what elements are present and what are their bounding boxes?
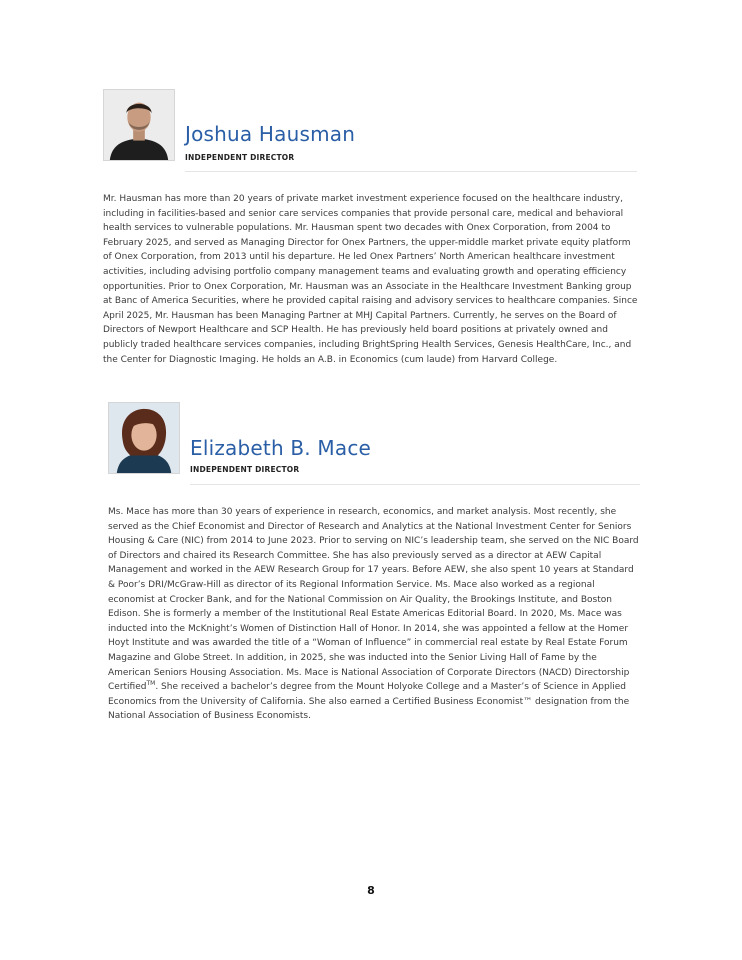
director-title: INDEPENDENT DIRECTOR bbox=[185, 153, 295, 162]
bio-text-part-1: Ms. Mace has more than 30 years of experience in research, economics, and market analysis. Most recently, she served as the Chief Economist and Director of Research and Analytics at the National Investment Center for Seniors Housing & Care (NIC) from 2014 to June 2023. Prior to serving on NIC’s leadership team, she served on the NIC Board of Directors and chaired its Research Committee. She has also previously served as a director at AEW Capital Management and worked in the AEW Research Group for 17 years. Before AEW, she also spent 10 years at Standard & Poor’s DRI/McGraw-Hill as director of its Regional Information Service. Ms. Mace also worked as a regional economist at Crocker Bank, and for the National Commission on Air Quality, the Brookings Institute, and Boston Edison. She is formerly a member of the Institutional Real Estate Americas Editorial Board. In 2020, Ms. Mace was inducted into the McKnight’s Women of Distinction Hall of Honor. In 2014, she was appointed a fellow at the Homer Hoyt Institute and was awarded the title of a “Woman of Influence” in commercial real estate by Real Estate Forum Magazine and Globe Street. In addition, in 2025, she was inducted into the Senior Living Hall of Fame by the American Seniors Housing Association. Ms. Mace is National Association of Corporate Directors (NACD) Directorship Certified bbox=[108, 507, 639, 693]
bio-text bbox=[108, 505, 640, 724]
director-name: Joshua Hausman bbox=[185, 122, 356, 146]
bio-header bbox=[108, 402, 643, 476]
portrait-photo bbox=[108, 402, 180, 474]
divider bbox=[190, 484, 640, 485]
director-name: Elizabeth B. Mace bbox=[190, 436, 372, 460]
director-title: INDEPENDENT DIRECTOR bbox=[190, 465, 300, 474]
divider bbox=[185, 171, 637, 172]
portrait-photo bbox=[103, 89, 175, 161]
trademark-superscript: TM bbox=[146, 680, 156, 688]
bio-header bbox=[103, 89, 643, 163]
bio-text-part-2: . She received a bachelor’s degree from the Mount Holyoke College and a Master’s of Science in Applied Economics from the University of California. She also earned a Certified Business Economist™ designation from the National Association of Business Economists. bbox=[108, 682, 630, 722]
page-number: 8 bbox=[367, 884, 375, 897]
bio-text: Mr. Hausman has more than 20 years of private market investment experience focused on the healthcare industry, including in facilities-based and senior care services companies that provide personal care, medical and behavioral health services to vulnerable populations. Mr. Hausman spent two decades with Onex Corporation, from 2004 to February 2025, and served as Managing Director for Onex Partners, the upper-middle market private equity platform of Onex Corporation, from 2013 until his departure. He led Onex Partners’ North American healthcare investment activities, including advising portfolio company management teams and evaluating growth and operating efficiency opportunities. Prior to Onex Corporation, Mr. Hausman was an Associate in the Healthcare Investment Banking group at Banc of America Securities, where he provided capital raising and advisory services to healthcare companies. Since April 2025, Mr. Hausman has been Managing Partner at MHJ Capital Partners. Currently, he serves on the Board of Directors of Newport Healthcare and SCP Health. He has previously held board positions at privately owned and publicly traded healthcare services companies, including BrightSpring Health Services, Genesis HealthCare, Inc., and the Center for Diagnostic Imaging. He holds an A.B. in Economics (cum laude) from Harvard College. bbox=[103, 194, 638, 365]
